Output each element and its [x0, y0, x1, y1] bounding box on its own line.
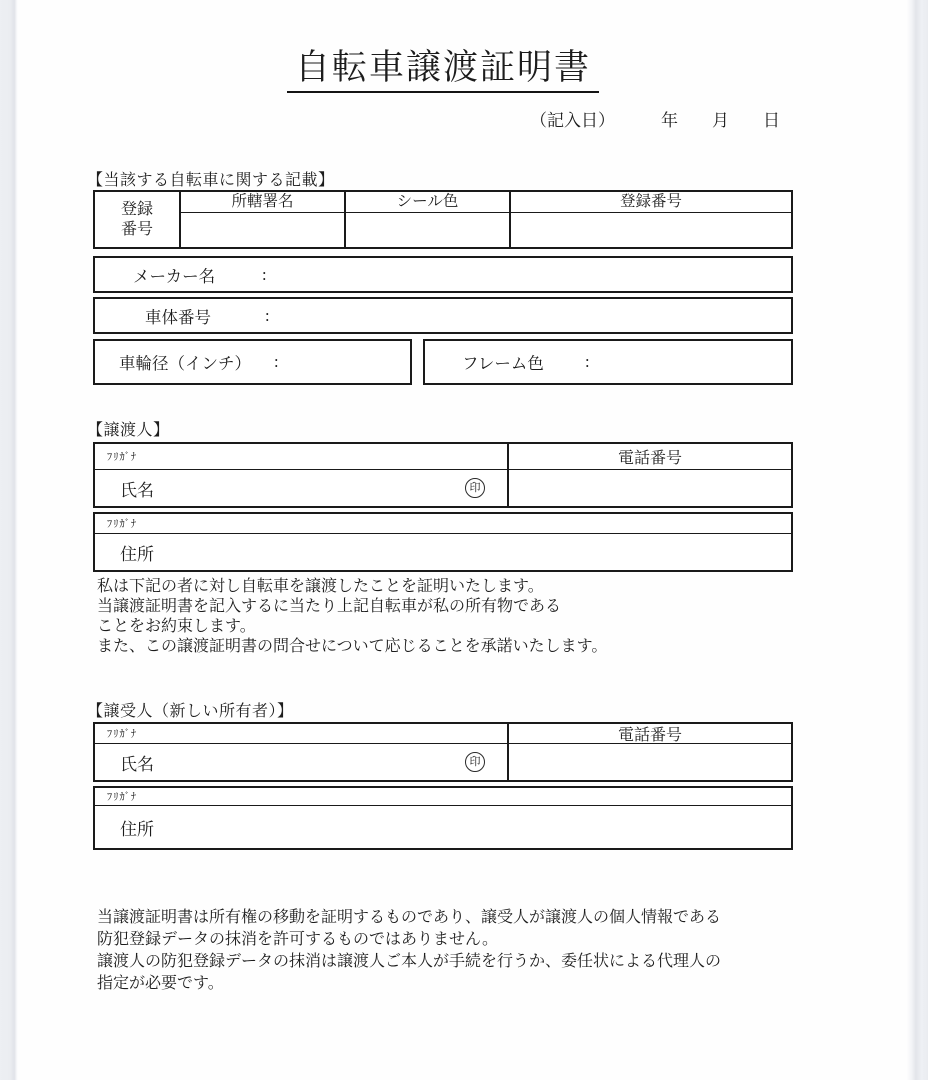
document-title: 自転車譲渡証明書: [287, 40, 599, 93]
page-edge-right: [906, 0, 928, 1080]
transferee-phone-label: 電話番号: [509, 724, 791, 744]
entry-date-label: （記入日）: [530, 111, 615, 130]
transferor-address-furigana-label: ﾌﾘｶﾞﾅ: [95, 514, 791, 534]
seal-color-column-header: シール色: [346, 192, 509, 213]
note-line: 防犯登録データの抹消を許可するものではありません。: [97, 931, 498, 948]
transferor-name-cell: [95, 444, 507, 506]
note-line: 指定が必要です。: [97, 975, 224, 992]
transferor-name-row: [95, 470, 507, 506]
transferee-address-furigana-label: ﾌﾘｶﾞﾅ: [95, 788, 791, 806]
maker-name-label: メーカー名: [133, 266, 216, 286]
transferee-address-row: [95, 806, 791, 848]
transferee-address-label: 住所: [120, 819, 154, 839]
transferee-name-phone-table: [93, 722, 793, 782]
transferor-address-row: [95, 534, 791, 570]
seal-stamp-icon: 印: [465, 478, 485, 498]
maker-name-row: [93, 256, 793, 293]
station-input-cell: [181, 213, 344, 247]
transferor-phone-cell: [507, 444, 791, 506]
wheel-diameter-colon: :: [274, 352, 279, 371]
transferor-name-label: 氏名: [120, 480, 154, 500]
transferee-phone-input-cell: [509, 744, 791, 780]
transferee-phone-cell: [507, 724, 791, 780]
registration-number-column: [511, 192, 791, 247]
statement-line: ことをお約束します。: [97, 618, 256, 635]
month-label: 月: [712, 111, 729, 130]
transferee-name-label: 氏名: [120, 754, 154, 774]
wheel-diameter-row: [93, 339, 412, 385]
transferor-name-phone-table: [93, 442, 793, 508]
body-number-label: 車体番号: [145, 307, 211, 327]
statement-line: また、この譲渡証明書の問合せについて応じることを承諾いたします。: [97, 638, 608, 655]
transferee-name-cell: [95, 724, 507, 780]
transferee-name-furigana-label: ﾌﾘｶﾞﾅ: [95, 724, 507, 744]
transfer-statement: [97, 577, 607, 657]
transferor-phone-input-cell: [509, 470, 791, 506]
transferor-phone-label: 電話番号: [509, 444, 791, 470]
footer-notes: [97, 907, 721, 995]
frame-color-colon: :: [585, 352, 590, 371]
body-number-row: [93, 297, 793, 334]
seal-stamp-icon: 印: [465, 752, 485, 772]
registration-number-row-label: 登録 番号: [95, 192, 181, 247]
note-line: 譲渡人の防犯登録データの抹消は譲渡人ご本人が手続を行うか、委任状による代理人の: [97, 953, 722, 970]
statement-line: 私は下記の者に対し自転車を譲渡したことを証明いたします。: [97, 578, 544, 595]
registration-number-input-cell: [511, 213, 791, 247]
transferee-name-row: [95, 744, 507, 780]
day-label: 日: [763, 111, 780, 130]
bicycle-section-heading: 【当該する自転車に関する記載】: [87, 172, 335, 189]
statement-line: 当譲渡証明書を記入するに当たり上記自転車が私の所有物である: [97, 598, 562, 615]
transferee-section-heading: 【譲受人（新しい所有者）】: [87, 703, 294, 720]
seal-color-column: [346, 192, 511, 247]
registration-number-column-header: 登録番号: [511, 192, 791, 213]
frame-color-label: フレーム色: [462, 354, 544, 373]
transferor-section-heading: 【譲渡人】: [87, 422, 170, 439]
entry-date-row: [0, 106, 928, 130]
transferee-address-table: [93, 786, 793, 850]
seal-color-input-cell: [346, 213, 509, 247]
station-column: [181, 192, 346, 247]
transferor-name-furigana-label: ﾌﾘｶﾞﾅ: [95, 444, 507, 470]
note-line: 当譲渡証明書は所有権の移動を証明するものであり、譲受人が譲渡人の個人情報である: [97, 909, 722, 926]
maker-name-colon: :: [262, 264, 267, 284]
page-edge-left: [0, 0, 18, 1080]
station-column-header: 所轄署名: [181, 192, 344, 213]
transferor-address-label: 住所: [120, 544, 154, 564]
transferor-address-table: [93, 512, 793, 572]
frame-color-row: [423, 339, 793, 385]
wheel-diameter-label: 車輪径（インチ）: [119, 354, 251, 373]
title-block: [93, 40, 793, 93]
registration-table: [93, 190, 793, 249]
year-label: 年: [661, 111, 678, 130]
body-number-colon: :: [265, 305, 270, 325]
